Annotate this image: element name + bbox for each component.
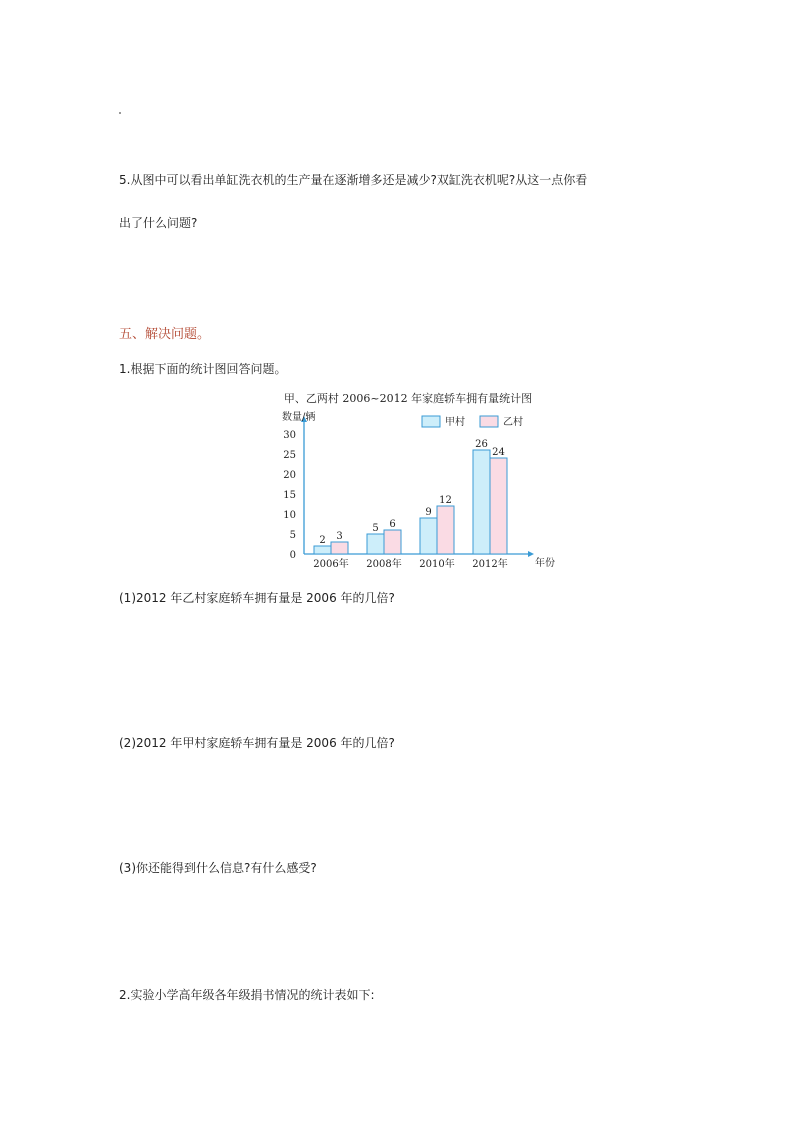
problem-1-intro: 1.根据下面的统计图回答问题。 (119, 362, 287, 376)
bar (473, 450, 490, 554)
y-tick-label: 10 (283, 510, 296, 521)
bar (367, 534, 384, 554)
question-5-line-2: 出了什么问题? (119, 216, 198, 230)
bar (331, 542, 348, 554)
legend-label: 甲村 (445, 417, 465, 428)
bar-value-label: 6 (389, 519, 396, 530)
bar-value-label: 2 (319, 535, 326, 546)
y-tick-label: 15 (283, 490, 296, 501)
bar (437, 506, 454, 554)
x-axis-arrow (528, 551, 534, 557)
legend-swatch (422, 416, 440, 427)
problem-1-sub-1: (1)2012 年乙村家庭轿车拥有量是 2006 年的几倍? (119, 591, 395, 605)
problem-1-sub-2: (2)2012 年甲村家庭轿车拥有量是 2006 年的几倍? (119, 736, 395, 750)
bar-value-label: 3 (336, 531, 343, 542)
bar-value-label: 12 (439, 495, 452, 506)
bar-value-label: 5 (372, 523, 379, 534)
y-tick-label: 25 (283, 450, 296, 461)
x-axis-label: 年份 (535, 558, 555, 569)
question-5-line-1: 5.从图中可以看出单缸洗衣机的生产量在逐渐增多还是减少?双缸洗衣机呢?从这一点你看 (119, 173, 588, 187)
x-tick-label: 2006年 (313, 559, 349, 570)
bar-value-label: 9 (425, 507, 432, 518)
stray-dot (119, 112, 121, 114)
bar-chart (262, 388, 555, 578)
chart-title: 甲、乙两村 2006~2012 年家庭轿车拥有量统计图 (283, 392, 533, 405)
bar (420, 518, 437, 554)
y-tick-label: 30 (283, 430, 296, 441)
y-tick-label: 20 (283, 470, 296, 481)
bar (490, 458, 507, 554)
x-tick-label: 2010年 (419, 559, 455, 570)
bar (384, 530, 401, 554)
x-tick-label: 2012年 (472, 559, 508, 570)
section-title: 五、解决问题。 (119, 327, 211, 342)
y-axis-label: 数量/辆 (282, 412, 316, 423)
problem-1-sub-3: (3)你还能得到什么信息?有什么感受? (119, 861, 317, 875)
bar-value-label: 24 (492, 447, 505, 458)
problem-2-intro: 2.实验小学高年级各年级捐书情况的统计表如下: (119, 988, 375, 1002)
legend-label: 乙村 (503, 417, 523, 428)
x-tick-label: 2008年 (366, 559, 402, 570)
legend-swatch (480, 416, 498, 427)
bar (314, 546, 331, 554)
bar-value-label: 26 (475, 439, 488, 450)
y-tick-label: 5 (289, 530, 296, 541)
y-tick-label: 0 (289, 550, 296, 561)
